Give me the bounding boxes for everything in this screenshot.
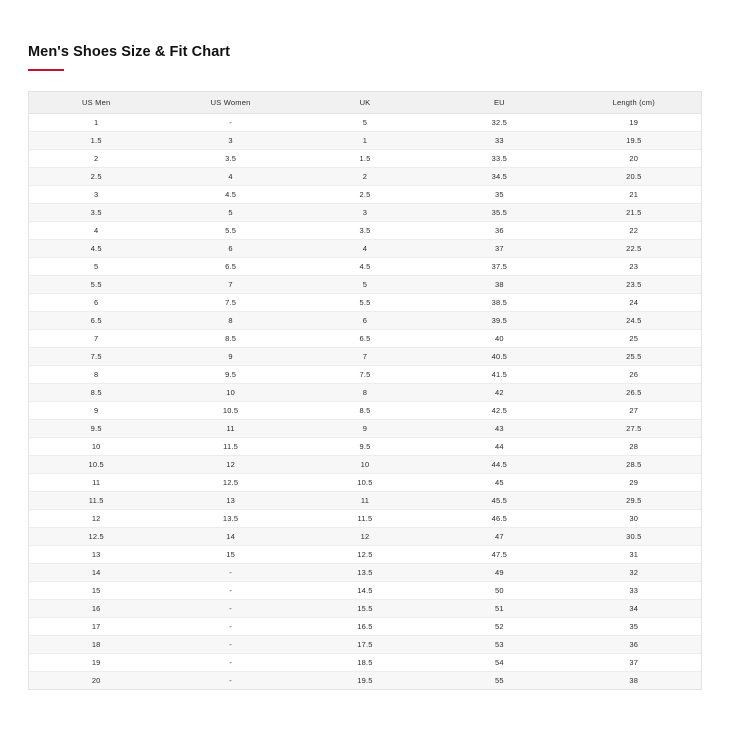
table-cell: 12.5 <box>298 546 432 564</box>
table-cell: 1 <box>29 114 163 132</box>
table-row <box>29 528 701 546</box>
table-row <box>29 654 701 672</box>
table-cell: 6.5 <box>298 330 432 348</box>
table-cell: 7.5 <box>298 366 432 384</box>
table-cell: 44 <box>432 438 566 456</box>
table-cell: 8.5 <box>298 402 432 420</box>
table-cell: 10 <box>29 438 163 456</box>
table-cell: 38 <box>432 276 566 294</box>
table-cell: 18.5 <box>298 654 432 672</box>
table-row <box>29 222 701 240</box>
table-cell: 18 <box>29 636 163 654</box>
table-row <box>29 402 701 420</box>
table-cell: 33 <box>432 132 566 150</box>
table-cell: 26.5 <box>567 384 701 402</box>
table-row <box>29 348 701 366</box>
table-cell: 23.5 <box>567 276 701 294</box>
table-row <box>29 150 701 168</box>
table-cell: 11.5 <box>298 510 432 528</box>
page-title: Men's Shoes Size & Fit Chart <box>28 44 231 60</box>
table-cell: - <box>163 618 297 636</box>
table-cell: 17 <box>29 618 163 636</box>
table-row <box>29 276 701 294</box>
table-cell: 12 <box>298 528 432 546</box>
table-cell: 8 <box>163 312 297 330</box>
table-cell: 6 <box>298 312 432 330</box>
table-cell: 1 <box>298 132 432 150</box>
table-cell: 1.5 <box>29 132 163 150</box>
table-cell: 33 <box>567 582 701 600</box>
table-cell: 13.5 <box>163 510 297 528</box>
table-cell: 6.5 <box>163 258 297 276</box>
table-cell: 16 <box>29 600 163 618</box>
table-row <box>29 672 701 690</box>
column-header: EU <box>432 92 566 114</box>
table-cell: 5 <box>298 114 432 132</box>
table-cell: 4.5 <box>29 240 163 258</box>
table-cell: 55 <box>432 672 566 690</box>
table-row <box>29 294 701 312</box>
table-cell: 28 <box>567 438 701 456</box>
table-cell: 22.5 <box>567 240 701 258</box>
table-cell: 42.5 <box>432 402 566 420</box>
table-cell: 12 <box>29 510 163 528</box>
table-cell: 30.5 <box>567 528 701 546</box>
table-row <box>29 420 701 438</box>
table-header <box>29 92 701 114</box>
table-cell: 9 <box>163 348 297 366</box>
table-cell: 5 <box>29 258 163 276</box>
table-cell: 52 <box>432 618 566 636</box>
table-cell: 8 <box>29 366 163 384</box>
table-cell: 50 <box>432 582 566 600</box>
table-cell: 8.5 <box>29 384 163 402</box>
table-cell: - <box>163 636 297 654</box>
table-cell: 5 <box>163 204 297 222</box>
table-row <box>29 618 701 636</box>
table-cell: 1.5 <box>298 150 432 168</box>
table-cell: 35 <box>432 186 566 204</box>
table-cell: - <box>163 654 297 672</box>
page-header <box>0 0 730 71</box>
table-cell: 22 <box>567 222 701 240</box>
table-row <box>29 546 701 564</box>
table-cell: 20 <box>29 672 163 690</box>
table-cell: 26 <box>567 366 701 384</box>
table-cell: 12 <box>163 456 297 474</box>
table-cell: 9 <box>298 420 432 438</box>
table-cell: 25 <box>567 330 701 348</box>
table-cell: - <box>163 114 297 132</box>
table-cell: 36 <box>432 222 566 240</box>
table-cell: 10.5 <box>29 456 163 474</box>
table-cell: 34 <box>567 600 701 618</box>
table-cell: 14.5 <box>298 582 432 600</box>
table-cell: - <box>163 600 297 618</box>
table-cell: 6 <box>29 294 163 312</box>
table-cell: 13.5 <box>298 564 432 582</box>
table-cell: 54 <box>432 654 566 672</box>
table-row <box>29 330 701 348</box>
table-cell: 5 <box>298 276 432 294</box>
table-cell: 27.5 <box>567 420 701 438</box>
table-cell: 45 <box>432 474 566 492</box>
table-cell: 5.5 <box>163 222 297 240</box>
table-cell: 7 <box>163 276 297 294</box>
table-cell: 41.5 <box>432 366 566 384</box>
table-row <box>29 114 701 132</box>
table-cell: 17.5 <box>298 636 432 654</box>
table-row <box>29 600 701 618</box>
table-cell: 53 <box>432 636 566 654</box>
table-cell: 51 <box>432 600 566 618</box>
table-cell: 9 <box>29 402 163 420</box>
table-cell: 45.5 <box>432 492 566 510</box>
table-cell: - <box>163 672 297 690</box>
table-row <box>29 240 701 258</box>
table-cell: 10 <box>298 456 432 474</box>
table-cell: 39.5 <box>432 312 566 330</box>
table-cell: 13 <box>163 492 297 510</box>
table-cell: 3 <box>298 204 432 222</box>
table-cell: 14 <box>29 564 163 582</box>
table-cell: 3.5 <box>163 150 297 168</box>
table-cell: 2.5 <box>29 168 163 186</box>
table-cell: 27 <box>567 402 701 420</box>
table-cell: - <box>163 582 297 600</box>
table-cell: 21.5 <box>567 204 701 222</box>
table-cell: 37 <box>432 240 566 258</box>
table-row <box>29 312 701 330</box>
table-cell: 40.5 <box>432 348 566 366</box>
table-cell: 2 <box>29 150 163 168</box>
table-row <box>29 438 701 456</box>
table-cell: 24.5 <box>567 312 701 330</box>
table-cell: 10 <box>163 384 297 402</box>
table-cell: 9.5 <box>163 366 297 384</box>
table-cell: 14 <box>163 528 297 546</box>
table-row <box>29 132 701 150</box>
table-cell: 11.5 <box>163 438 297 456</box>
table-cell: 35 <box>567 618 701 636</box>
table-cell: 19.5 <box>298 672 432 690</box>
table-cell: 40 <box>432 330 566 348</box>
table-row <box>29 582 701 600</box>
table-cell: 37.5 <box>432 258 566 276</box>
title-underline-rule <box>28 69 64 71</box>
table-cell: 46.5 <box>432 510 566 528</box>
table-cell: 20.5 <box>567 168 701 186</box>
table-cell: 3 <box>29 186 163 204</box>
table-row <box>29 204 701 222</box>
table-cell: 42 <box>432 384 566 402</box>
table-cell: - <box>163 564 297 582</box>
table-cell: 36 <box>567 636 701 654</box>
table-cell: 23 <box>567 258 701 276</box>
column-header: UK <box>298 92 432 114</box>
table-cell: 5.5 <box>29 276 163 294</box>
table-cell: 29 <box>567 474 701 492</box>
table-cell: 15.5 <box>298 600 432 618</box>
table-cell: 8.5 <box>163 330 297 348</box>
table-cell: 16.5 <box>298 618 432 636</box>
table-cell: 19 <box>29 654 163 672</box>
table-cell: 6 <box>163 240 297 258</box>
table-cell: 3 <box>163 132 297 150</box>
table-cell: 4.5 <box>163 186 297 204</box>
table-cell: 31 <box>567 546 701 564</box>
table-row <box>29 636 701 654</box>
table-cell: 4 <box>29 222 163 240</box>
column-header: US Men <box>29 92 163 114</box>
size-chart-table <box>29 92 701 689</box>
column-header: US Women <box>163 92 297 114</box>
table-cell: 12.5 <box>29 528 163 546</box>
table-cell: 15 <box>29 582 163 600</box>
table-cell: 11 <box>163 420 297 438</box>
table-row <box>29 384 701 402</box>
table-cell: 7 <box>298 348 432 366</box>
table-cell: 38 <box>567 672 701 690</box>
table-cell: 9.5 <box>29 420 163 438</box>
table-cell: 44.5 <box>432 456 566 474</box>
table-cell: 10.5 <box>163 402 297 420</box>
table-cell: 12.5 <box>163 474 297 492</box>
table-cell: 38.5 <box>432 294 566 312</box>
table-cell: 35.5 <box>432 204 566 222</box>
table-cell: 4 <box>163 168 297 186</box>
table-cell: 20 <box>567 150 701 168</box>
table-cell: 9.5 <box>298 438 432 456</box>
table-cell: 15 <box>163 546 297 564</box>
table-cell: 2 <box>298 168 432 186</box>
table-cell: 43 <box>432 420 566 438</box>
table-cell: 32 <box>567 564 701 582</box>
table-cell: 6.5 <box>29 312 163 330</box>
table-cell: 4.5 <box>298 258 432 276</box>
table-row <box>29 564 701 582</box>
table-cell: 25.5 <box>567 348 701 366</box>
table-row <box>29 186 701 204</box>
table-row <box>29 492 701 510</box>
table-cell: 7.5 <box>29 348 163 366</box>
table-cell: 47 <box>432 528 566 546</box>
table-cell: 33.5 <box>432 150 566 168</box>
table-cell: 3.5 <box>29 204 163 222</box>
table-cell: 24 <box>567 294 701 312</box>
table-cell: 11 <box>29 474 163 492</box>
table-row <box>29 510 701 528</box>
table-cell: 8 <box>298 384 432 402</box>
table-row <box>29 168 701 186</box>
table-cell: 29.5 <box>567 492 701 510</box>
table-cell: 7.5 <box>163 294 297 312</box>
table-cell: 19 <box>567 114 701 132</box>
table-cell: 13 <box>29 546 163 564</box>
table-cell: 21 <box>567 186 701 204</box>
table-cell: 11 <box>298 492 432 510</box>
table-row <box>29 258 701 276</box>
table-cell: 4 <box>298 240 432 258</box>
table-cell: 34.5 <box>432 168 566 186</box>
table-cell: 28.5 <box>567 456 701 474</box>
table-cell: 3.5 <box>298 222 432 240</box>
table-cell: 11.5 <box>29 492 163 510</box>
table-body <box>29 114 701 690</box>
table-cell: 49 <box>432 564 566 582</box>
table-cell: 19.5 <box>567 132 701 150</box>
column-header: Length (cm) <box>567 92 701 114</box>
table-row <box>29 366 701 384</box>
table-cell: 32.5 <box>432 114 566 132</box>
table-cell: 5.5 <box>298 294 432 312</box>
table-row <box>29 474 701 492</box>
table-cell: 2.5 <box>298 186 432 204</box>
table-cell: 10.5 <box>298 474 432 492</box>
table-header-row <box>29 92 701 114</box>
table-cell: 37 <box>567 654 701 672</box>
table-cell: 47.5 <box>432 546 566 564</box>
size-chart-table-container <box>28 91 702 690</box>
table-cell: 7 <box>29 330 163 348</box>
table-cell: 30 <box>567 510 701 528</box>
table-row <box>29 456 701 474</box>
